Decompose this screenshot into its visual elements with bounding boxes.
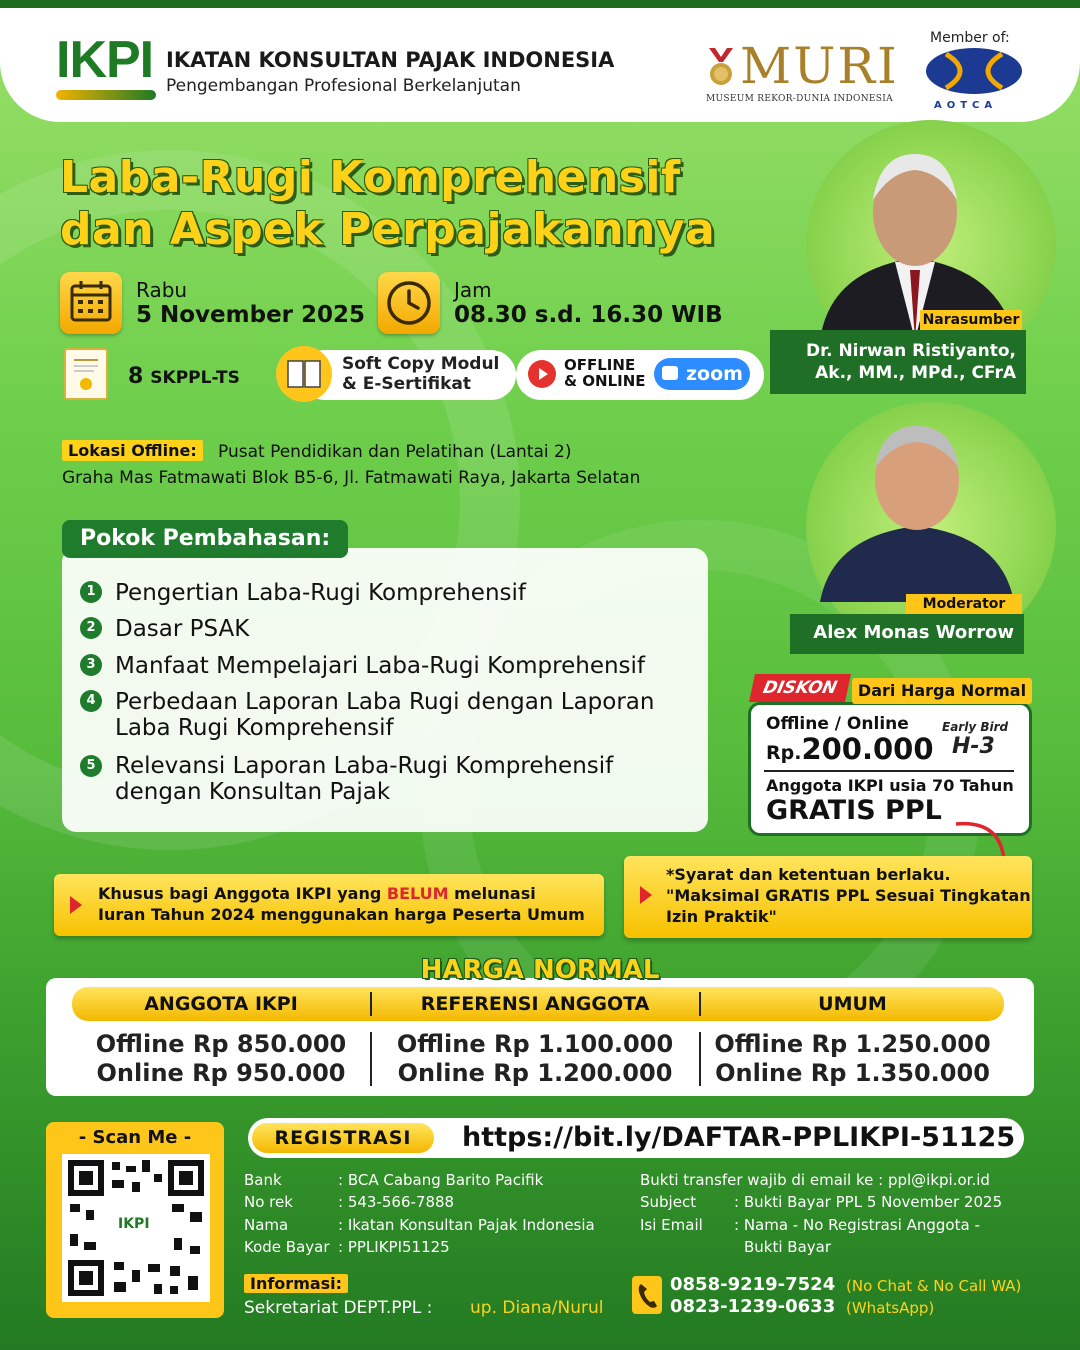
registration-link[interactable]: https://bit.ly/DAFTAR-PPLIKPI-51125 <box>462 1122 1016 1153</box>
location-line1: Pusat Pendidikan dan Pelatihan (Lantai 2) <box>218 442 572 462</box>
topic-number: 3 <box>80 654 102 676</box>
pointer-icon <box>70 896 82 914</box>
event-time: 08.30 s.d. 16.30 WIB <box>454 302 723 328</box>
narasumber-name: Dr. Nirwan Ristiyanto, Ak., MM., MPd., CFrA <box>770 330 1026 394</box>
member-note-text: Khusus bagi Anggota IKPI yang BELUM melunasi Iuran Tahun 2024 menggunakan harga Peserta Umum <box>98 884 585 924</box>
aotca-label: AOTCA <box>934 100 998 111</box>
discount-price: Rp.200.000 <box>766 732 934 766</box>
topic-number: 5 <box>80 755 102 777</box>
diskon-tag: DISKON <box>749 674 851 702</box>
from-normal-price-tag: Dari Harga Normal <box>852 678 1032 704</box>
topic-number: 4 <box>80 690 102 712</box>
event-day: Rabu <box>136 278 188 302</box>
certificate-icon <box>64 348 108 400</box>
topic-item: Dasar PSAK <box>115 616 250 642</box>
event-title-line1: Laba-Rugi Komprehensif <box>60 152 681 203</box>
moderator-role: Moderator <box>906 594 1022 614</box>
bank-key: Nama <box>244 1216 289 1234</box>
muri-subtitle: MUSEUM REKOR-DUNIA INDONESIA <box>706 94 893 104</box>
modul-certificate-text: Soft Copy Modul & E-Sertifikat <box>342 354 500 394</box>
topics-heading: Pokok Pembahasan: <box>62 520 348 558</box>
price-cell: Offline Rp 1.100.000 Online Rp 1.200.000 <box>396 1030 674 1087</box>
org-name: IKATAN KONSULTAN PAJAK INDONESIA <box>166 48 615 72</box>
price-divider <box>764 770 1014 772</box>
event-title-line2: dan Aspek Perpajakannya <box>60 204 716 255</box>
normal-price-title: HARGA NORMAL <box>420 955 660 985</box>
time-label: Jam <box>454 278 492 302</box>
bank-key: No rek <box>244 1193 293 1211</box>
senior-member-note: Anggota IKPI usia 70 Tahun <box>766 776 1014 795</box>
offline-online-label: OFFLINE & ONLINE <box>564 356 646 390</box>
subject-value: : Bukti Bayar PPL 5 November 2025 <box>734 1193 1003 1211</box>
ikpi-logo: IKPI <box>56 32 153 88</box>
email-body-key: Isi Email <box>640 1216 703 1234</box>
clock-icon <box>378 272 440 334</box>
qr-center-logo: IKPI <box>118 1216 150 1232</box>
transfer-heading: Bukti transfer wajib di email ke : ppl@ikpi.or.id <box>640 1171 990 1189</box>
location-line2: Graha Mas Fatmawati Blok B5-6, Jl. Fatmawati Raya, Jakarta Selatan <box>62 468 641 488</box>
early-bird-days: H-3 <box>952 734 995 759</box>
topic-number: 1 <box>80 581 102 603</box>
bank-value: : BCA Cabang Barito Pacifik <box>338 1171 544 1189</box>
calendar-icon <box>60 272 122 334</box>
phone-icon <box>632 1276 662 1314</box>
narasumber-role: Narasumber <box>920 310 1022 330</box>
terms-note-text: *Syarat dan ketentuan berlaku. "Maksimal GRATIS PPL Sesuai Tingkatan Izin Praktik" <box>666 865 1031 926</box>
early-bird-label: Early Bird <box>942 720 1009 734</box>
discount-mode: Offline / Online <box>766 714 909 734</box>
email-body-value: : Nama - No Registrasi Anggota - <box>734 1216 980 1234</box>
phone-number[interactable]: 0858-9219-7524 <box>670 1274 836 1295</box>
topic-item: Pengertian Laba-Rugi Komprehensif <box>115 580 526 606</box>
bank-value: : Ikatan Konsultan Pajak Indonesia <box>338 1216 595 1234</box>
secretariat-label: Sekretariat DEPT.PPL : <box>244 1298 433 1318</box>
topic-item: Relevansi Laporan Laba-Rugi Komprehensif dengan Konsultan Pajak <box>115 753 614 805</box>
phone-number[interactable]: 0823-1239-0633 <box>670 1296 836 1317</box>
member-of-label: Member of: <box>930 30 1010 46</box>
registration-qr-code[interactable] <box>62 1154 210 1302</box>
price-cell: Offline Rp 1.250.000 Online Rp 1.350.000 <box>714 1030 991 1087</box>
zoom-camera-icon <box>662 366 678 380</box>
bank-value: : PPLIKPI51125 <box>338 1238 450 1256</box>
phone-note: (No Chat & No Call WA) <box>846 1277 1022 1295</box>
zoom-logo: zoom <box>654 358 750 390</box>
moderator-name: Alex Monas Worrow <box>790 614 1024 654</box>
secretariat-contact: up. Diana/Nurul <box>470 1298 604 1318</box>
price-col-header: REFERENSI ANGGOTA <box>420 993 650 1015</box>
price-cell: Offline Rp 850.000 Online Rp 950.000 <box>95 1030 347 1087</box>
topic-number: 2 <box>80 617 102 639</box>
org-subtitle: Pengembangan Profesional Berkelanjutan <box>166 76 521 96</box>
bank-key: Kode Bayar <box>244 1238 330 1256</box>
pointer-icon <box>640 886 652 904</box>
subject-key: Subject <box>640 1193 697 1211</box>
play-icon <box>528 360 556 388</box>
bank-key: Bank <box>244 1171 282 1189</box>
event-date: 5 November 2025 <box>136 302 366 328</box>
moderator-photo <box>806 418 1028 602</box>
scan-me-label: - Scan Me - <box>78 1127 192 1148</box>
header-bar <box>0 0 1080 122</box>
price-col-header: UMUM <box>818 993 887 1015</box>
free-ppl-label: GRATIS PPL <box>766 795 942 826</box>
location-label: Lokasi Offline: <box>62 440 203 461</box>
skp-credit: 8 SKPPL-TS <box>128 364 240 389</box>
registration-label: REGISTRASI <box>252 1123 434 1153</box>
muri-logo: MURI <box>740 37 899 95</box>
phone-note: (WhatsApp) <box>846 1299 935 1317</box>
email-body-value: Bukti Bayar <box>744 1238 832 1256</box>
muri-medal-icon <box>706 48 736 88</box>
info-label: Informasi: <box>244 1274 348 1293</box>
topic-item: Perbedaan Laporan Laba Rugi dengan Laporan Laba Rugi Komprehensif <box>115 689 655 741</box>
book-icon <box>276 346 332 402</box>
aotca-logo-icon <box>926 48 1022 94</box>
price-col-header: ANGGOTA IKPI <box>144 993 298 1015</box>
topic-item: Manfaat Mempelajari Laba-Rugi Komprehensif <box>115 653 646 679</box>
bank-value: : 543-566-7888 <box>338 1193 455 1211</box>
